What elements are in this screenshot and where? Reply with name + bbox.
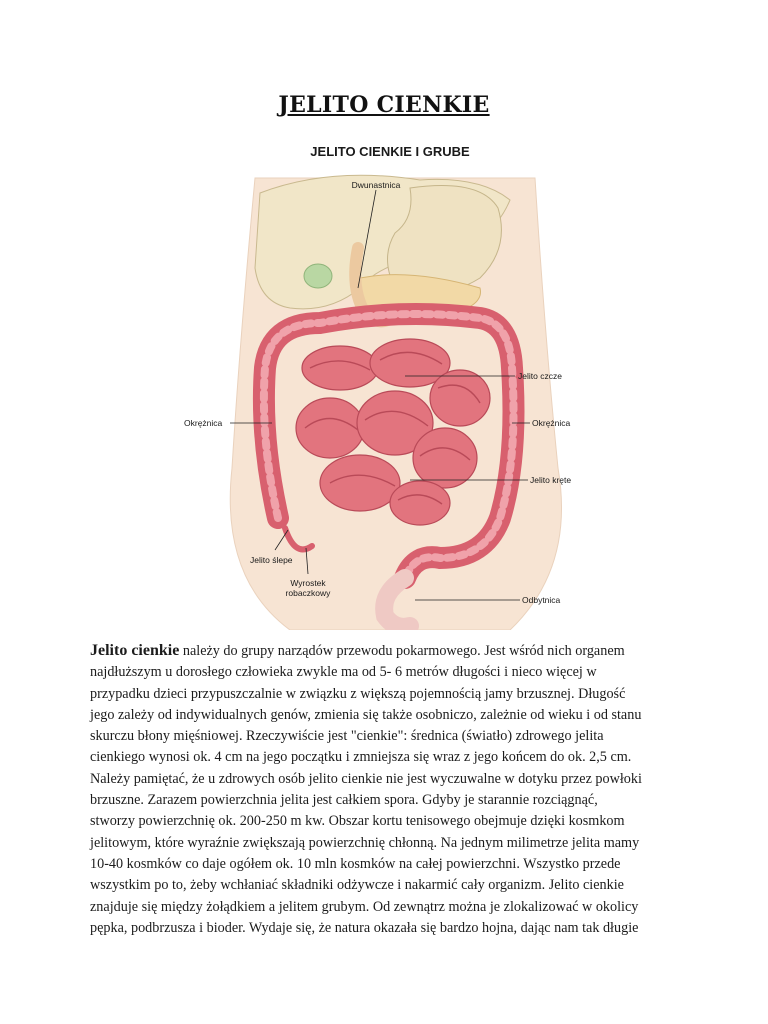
lead-term: Jelito cienkie [90, 642, 180, 659]
paragraph-line: wszystkim po to, żeby wchłaniać składniki odżywcze i nakarmić cały organizm. Jelito cienkie [90, 877, 624, 894]
label-jelito-krete: Jelito kręte [530, 475, 572, 485]
paragraph-line: skurczu błony mięśniowej. Rzeczywiście jest "cienkie": średnica (światło) zdrowego jelita [90, 728, 604, 745]
label-jelito-slepe: Jelito ślepe [250, 555, 293, 565]
label-okreznica-left: Okrężnica [184, 418, 223, 428]
paragraph-line: Należy pamiętać, że u zdrowych osób jelito cienkie nie jest wyczuwalne w dotyku przez powłoki [90, 770, 642, 787]
label-okreznica-right: Okrężnica [532, 418, 571, 428]
paragraph-text: należy do grupy narządów przewodu pokarmowego. Jest wśród nich organem [179, 643, 625, 659]
label-dwunastnica: Dwunastnica [351, 180, 401, 190]
body-paragraph [90, 640, 682, 939]
label-wyrostek-line2: robaczkowy [285, 588, 331, 598]
paragraph-line: znajduje się między żołądkiem a jelitem grubym. Od zewnątrz można je zlokalizować w okolicy [90, 898, 639, 915]
paragraph-line: 10-40 kosmków co daje ogółem ok. 10 mln kosmków na całej powierzchni. Wszystko przede [90, 855, 621, 872]
paragraph-line: przypadku dzieci przypuszczalnie w związku z większą pojemnością jamy brzusznej. Długość [90, 685, 626, 702]
paragraph-line [90, 640, 682, 662]
label-jelito-czcze: Jelito czcze [518, 371, 562, 381]
paragraph-line: jego zależy od indywidualnych genów, zmienia się także osobniczo, zależnie od wieku i od stanu [90, 706, 642, 723]
paragraph-line: stworzy powierzchnię ok. 200-250 m kw. Obszar kortu tenisowego obejmuje dzięki kosmkom [90, 813, 625, 830]
paragraph-line: jelitowym, które wyraźnie zwiększają powierzchnię chłonną. Na jednym milimetrze jelita mamy [90, 834, 640, 851]
gallbladder-shape [304, 264, 332, 288]
anatomy-figure [180, 138, 600, 630]
figure-title: JELITO CIENKIE I GRUBE [310, 144, 470, 159]
page-title: JELITO CIENKIE [278, 92, 490, 118]
paragraph-line: najdłuższym u dorosłego człowieka zwykle ma od 5- 6 metrów długości i nieco więcej w [90, 664, 597, 681]
intestine-illustration [180, 138, 600, 630]
label-odbytnica: Odbytnica [522, 595, 561, 605]
paragraph-line: brzuszne. Zarazem powierzchnia jelita jest całkiem spora. Gdyby je starannie rozciągnąć, [90, 792, 598, 809]
label-wyrostek-line1: Wyrostek [290, 578, 326, 588]
paragraph-line: pępka, podbrzusza i bioder. Wydaje się, że natura okazała się bardzo hojna, dając nam tak długie [90, 919, 639, 936]
paragraph-line: cienkiego wynosi ok. 4 cm na jego początku i zmniejsza się wraz z jego końcem do ok. 2,5 cm. [90, 749, 632, 766]
